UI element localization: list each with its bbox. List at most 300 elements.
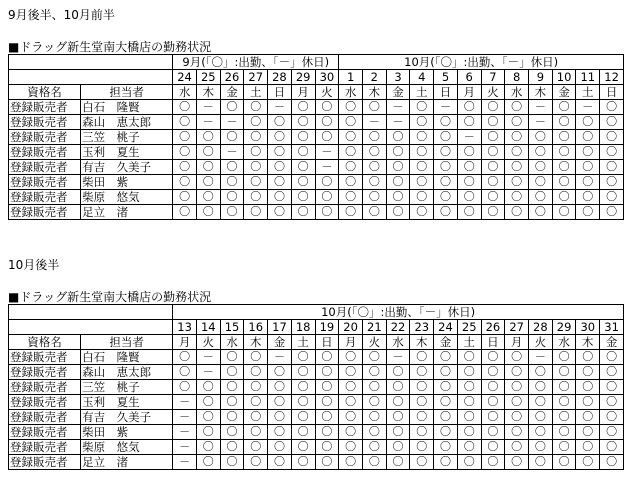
attendance-mark: － xyxy=(196,115,220,130)
attendance-mark: 〇 xyxy=(481,190,505,205)
attendance-mark: 〇 xyxy=(315,380,339,395)
attendance-mark: 〇 xyxy=(244,205,268,220)
date-cell: 14 xyxy=(196,320,220,335)
attendance-mark: 〇 xyxy=(386,130,410,145)
attendance-mark: 〇 xyxy=(386,380,410,395)
attendance-mark: 〇 xyxy=(505,175,529,190)
header-qualification: 資格名 xyxy=(9,85,81,100)
date-cell: 16 xyxy=(244,320,268,335)
attendance-mark: 〇 xyxy=(220,100,244,115)
weekday-cell: 金 xyxy=(386,85,410,100)
attendance-mark: 〇 xyxy=(600,350,624,365)
attendance-mark: 〇 xyxy=(600,205,624,220)
attendance-mark: 〇 xyxy=(362,175,386,190)
table-row xyxy=(9,440,624,455)
table-row xyxy=(9,455,624,470)
attendance-mark: 〇 xyxy=(362,145,386,160)
attendance-mark: － xyxy=(529,350,553,365)
weekday-row xyxy=(9,335,624,350)
date-cell: 31 xyxy=(600,320,624,335)
attendance-mark: 〇 xyxy=(434,175,458,190)
attendance-mark: 〇 xyxy=(552,130,576,145)
attendance-mark: 〇 xyxy=(505,100,529,115)
weekday-cell: 月 xyxy=(291,85,315,100)
date-cell: 7 xyxy=(481,70,505,85)
attendance-mark: 〇 xyxy=(410,145,434,160)
table-row xyxy=(9,115,624,130)
weekday-cell: 水 xyxy=(173,85,197,100)
attendance-mark: 〇 xyxy=(244,115,268,130)
staff-name-cell: 柴原 悠気 xyxy=(81,440,173,455)
weekday-cell: 日 xyxy=(315,335,339,350)
attendance-mark: － xyxy=(268,100,292,115)
attendance-mark: 〇 xyxy=(339,145,363,160)
attendance-mark: 〇 xyxy=(576,175,600,190)
attendance-mark: 〇 xyxy=(529,425,553,440)
attendance-mark: 〇 xyxy=(576,455,600,470)
attendance-mark: 〇 xyxy=(457,145,481,160)
attendance-mark: － xyxy=(576,100,600,115)
qualification-cell: 登録販売者 xyxy=(9,455,81,470)
attendance-mark: 〇 xyxy=(481,395,505,410)
attendance-mark: 〇 xyxy=(410,350,434,365)
attendance-mark: 〇 xyxy=(505,115,529,130)
attendance-mark: － xyxy=(173,395,197,410)
attendance-mark: 〇 xyxy=(529,410,553,425)
attendance-mark: 〇 xyxy=(173,380,197,395)
staff-name-cell: 足立 渚 xyxy=(81,455,173,470)
attendance-mark: 〇 xyxy=(386,205,410,220)
attendance-mark: 〇 xyxy=(434,190,458,205)
attendance-mark: 〇 xyxy=(576,115,600,130)
attendance-mark: 〇 xyxy=(481,350,505,365)
date-cell: 29 xyxy=(291,70,315,85)
weekday-cell: 金 xyxy=(434,335,458,350)
weekday-cell: 火 xyxy=(315,85,339,100)
weekday-cell: 木 xyxy=(196,85,220,100)
weekday-cell: 水 xyxy=(386,335,410,350)
attendance-mark: 〇 xyxy=(481,365,505,380)
blank-corner xyxy=(9,70,173,85)
header-person: 担当者 xyxy=(81,85,173,100)
attendance-mark: 〇 xyxy=(529,175,553,190)
qualification-cell: 登録販売者 xyxy=(9,425,81,440)
attendance-mark: 〇 xyxy=(505,455,529,470)
date-cell: 13 xyxy=(173,320,197,335)
attendance-mark: 〇 xyxy=(362,440,386,455)
attendance-mark: 〇 xyxy=(220,130,244,145)
staff-name-cell: 白石 隆賢 xyxy=(81,100,173,115)
weekday-cell: 火 xyxy=(362,335,386,350)
weekday-cell: 水 xyxy=(339,85,363,100)
attendance-mark: 〇 xyxy=(315,395,339,410)
attendance-mark: 〇 xyxy=(268,425,292,440)
attendance-mark: 〇 xyxy=(386,190,410,205)
staff-name-cell: 柴田 紫 xyxy=(81,425,173,440)
blank-corner xyxy=(9,320,173,335)
qualification-cell: 登録販売者 xyxy=(9,410,81,425)
attendance-mark: 〇 xyxy=(362,425,386,440)
attendance-mark: 〇 xyxy=(552,410,576,425)
date-cell: 25 xyxy=(196,70,220,85)
attendance-mark: 〇 xyxy=(220,380,244,395)
attendance-mark: 〇 xyxy=(600,455,624,470)
attendance-mark: 〇 xyxy=(244,425,268,440)
attendance-mark: 〇 xyxy=(410,395,434,410)
attendance-mark: 〇 xyxy=(315,425,339,440)
table-row xyxy=(9,160,624,175)
attendance-mark: 〇 xyxy=(434,365,458,380)
table-row xyxy=(9,380,624,395)
attendance-mark: 〇 xyxy=(339,380,363,395)
staff-name-cell: 玉利 夏生 xyxy=(81,145,173,160)
attendance-mark: 〇 xyxy=(600,115,624,130)
attendance-mark: 〇 xyxy=(386,160,410,175)
attendance-mark: 〇 xyxy=(457,440,481,455)
attendance-mark: 〇 xyxy=(268,440,292,455)
weekday-cell: 日 xyxy=(268,85,292,100)
attendance-mark: 〇 xyxy=(529,440,553,455)
attendance-mark: 〇 xyxy=(339,130,363,145)
weekday-cell: 土 xyxy=(244,85,268,100)
date-cell: 12 xyxy=(600,70,624,85)
group-label-october: 10月(「〇」:出勤、「－」休日) xyxy=(173,305,624,320)
attendance-mark: 〇 xyxy=(481,455,505,470)
date-cell: 1 xyxy=(339,70,363,85)
attendance-mark: 〇 xyxy=(552,175,576,190)
attendance-mark: 〇 xyxy=(481,425,505,440)
date-cell: 15 xyxy=(220,320,244,335)
date-cell: 30 xyxy=(315,70,339,85)
table-row xyxy=(9,350,624,365)
attendance-mark: 〇 xyxy=(196,190,220,205)
attendance-mark: 〇 xyxy=(220,410,244,425)
qualification-cell: 登録販売者 xyxy=(9,130,81,145)
table-row xyxy=(9,205,624,220)
attendance-mark: 〇 xyxy=(529,395,553,410)
attendance-mark: 〇 xyxy=(576,160,600,175)
attendance-mark: － xyxy=(386,115,410,130)
group-label-october: 10月(「〇」:出勤、「－」休日) xyxy=(339,55,624,70)
attendance-mark: 〇 xyxy=(220,425,244,440)
attendance-mark: 〇 xyxy=(268,160,292,175)
group-label-september: 9月(「〇」:出勤、「－」休日) xyxy=(173,55,339,70)
attendance-mark: 〇 xyxy=(362,100,386,115)
attendance-mark: 〇 xyxy=(552,145,576,160)
attendance-mark: 〇 xyxy=(386,455,410,470)
attendance-mark: 〇 xyxy=(268,190,292,205)
table-row xyxy=(9,425,624,440)
attendance-mark: 〇 xyxy=(600,410,624,425)
attendance-mark: 〇 xyxy=(576,190,600,205)
weekday-cell: 木 xyxy=(244,335,268,350)
weekday-row xyxy=(9,85,624,100)
attendance-mark: 〇 xyxy=(481,175,505,190)
attendance-mark: 〇 xyxy=(434,455,458,470)
attendance-mark: 〇 xyxy=(196,395,220,410)
attendance-mark: 〇 xyxy=(434,350,458,365)
attendance-mark: 〇 xyxy=(529,160,553,175)
attendance-mark: 〇 xyxy=(220,205,244,220)
date-cell: 18 xyxy=(291,320,315,335)
attendance-mark: 〇 xyxy=(220,440,244,455)
attendance-mark: 〇 xyxy=(220,455,244,470)
attendance-mark: 〇 xyxy=(291,380,315,395)
attendance-mark: 〇 xyxy=(362,160,386,175)
attendance-mark: 〇 xyxy=(457,380,481,395)
staff-name-cell: 三笠 桃子 xyxy=(81,130,173,145)
group-header-row xyxy=(9,305,624,320)
weekday-cell: 日 xyxy=(434,85,458,100)
attendance-mark: 〇 xyxy=(291,440,315,455)
attendance-mark: 〇 xyxy=(600,380,624,395)
attendance-mark: 〇 xyxy=(410,410,434,425)
attendance-mark: 〇 xyxy=(410,130,434,145)
weekday-cell: 木 xyxy=(529,85,553,100)
attendance-mark: 〇 xyxy=(386,425,410,440)
attendance-mark: － xyxy=(173,440,197,455)
attendance-mark: 〇 xyxy=(339,205,363,220)
staff-name-cell: 柴田 紫 xyxy=(81,175,173,190)
attendance-mark: 〇 xyxy=(339,175,363,190)
attendance-mark: 〇 xyxy=(362,190,386,205)
date-row xyxy=(9,70,624,85)
weekday-cell: 金 xyxy=(600,335,624,350)
staff-name-cell: 白石 隆賢 xyxy=(81,350,173,365)
weekday-cell: 月 xyxy=(457,85,481,100)
attendance-mark: 〇 xyxy=(457,160,481,175)
attendance-mark: 〇 xyxy=(268,145,292,160)
attendance-mark: 〇 xyxy=(244,160,268,175)
attendance-mark: 〇 xyxy=(410,455,434,470)
attendance-mark: 〇 xyxy=(457,395,481,410)
qualification-cell: 登録販売者 xyxy=(9,160,81,175)
attendance-mark: 〇 xyxy=(505,440,529,455)
date-cell: 25 xyxy=(457,320,481,335)
table-row xyxy=(9,175,624,190)
attendance-mark: 〇 xyxy=(315,130,339,145)
attendance-mark: 〇 xyxy=(552,380,576,395)
attendance-mark: 〇 xyxy=(362,350,386,365)
attendance-mark: 〇 xyxy=(244,365,268,380)
attendance-mark: 〇 xyxy=(600,100,624,115)
attendance-mark: 〇 xyxy=(481,130,505,145)
attendance-mark: 〇 xyxy=(434,130,458,145)
date-cell: 2 xyxy=(362,70,386,85)
attendance-mark: 〇 xyxy=(244,130,268,145)
attendance-mark: 〇 xyxy=(505,365,529,380)
attendance-mark: 〇 xyxy=(362,410,386,425)
attendance-mark: 〇 xyxy=(268,380,292,395)
attendance-mark: 〇 xyxy=(362,380,386,395)
attendance-mark: 〇 xyxy=(505,130,529,145)
date-cell: 27 xyxy=(244,70,268,85)
attendance-mark: 〇 xyxy=(315,205,339,220)
weekday-cell: 月 xyxy=(339,335,363,350)
qualification-cell: 登録販売者 xyxy=(9,100,81,115)
attendance-mark: 〇 xyxy=(457,410,481,425)
attendance-mark: 〇 xyxy=(410,160,434,175)
weekday-cell: 水 xyxy=(220,335,244,350)
attendance-mark: 〇 xyxy=(362,395,386,410)
attendance-mark: 〇 xyxy=(173,145,197,160)
attendance-mark: 〇 xyxy=(552,425,576,440)
attendance-mark: 〇 xyxy=(457,100,481,115)
attendance-mark: 〇 xyxy=(552,205,576,220)
date-cell: 23 xyxy=(410,320,434,335)
staff-name-cell: 柴原 悠気 xyxy=(81,190,173,205)
attendance-mark: 〇 xyxy=(339,395,363,410)
attendance-mark: 〇 xyxy=(600,365,624,380)
date-cell: 24 xyxy=(173,70,197,85)
attendance-mark: 〇 xyxy=(315,440,339,455)
attendance-mark: － xyxy=(315,145,339,160)
attendance-mark: 〇 xyxy=(505,410,529,425)
attendance-mark: 〇 xyxy=(600,130,624,145)
attendance-mark: 〇 xyxy=(505,395,529,410)
attendance-mark: 〇 xyxy=(434,440,458,455)
attendance-mark: 〇 xyxy=(410,440,434,455)
date-row xyxy=(9,320,624,335)
attendance-mark: 〇 xyxy=(244,350,268,365)
date-cell: 30 xyxy=(576,320,600,335)
attendance-mark: 〇 xyxy=(268,455,292,470)
attendance-mark: 〇 xyxy=(576,205,600,220)
attendance-mark: 〇 xyxy=(552,440,576,455)
attendance-mark: 〇 xyxy=(552,395,576,410)
weekday-cell: 木 xyxy=(362,85,386,100)
attendance-mark: 〇 xyxy=(196,380,220,395)
weekday-cell: 木 xyxy=(410,335,434,350)
attendance-mark: 〇 xyxy=(529,455,553,470)
qualification-cell: 登録販売者 xyxy=(9,395,81,410)
attendance-mark: 〇 xyxy=(196,440,220,455)
date-cell: 20 xyxy=(339,320,363,335)
weekday-cell: 月 xyxy=(173,335,197,350)
weekday-cell: 土 xyxy=(457,335,481,350)
attendance-mark: 〇 xyxy=(552,365,576,380)
attendance-mark: 〇 xyxy=(529,130,553,145)
attendance-mark: 〇 xyxy=(410,115,434,130)
weekday-cell: 木 xyxy=(576,335,600,350)
attendance-mark: 〇 xyxy=(196,145,220,160)
attendance-mark: 〇 xyxy=(576,410,600,425)
date-cell: 5 xyxy=(434,70,458,85)
attendance-mark: 〇 xyxy=(173,365,197,380)
attendance-mark: － xyxy=(386,350,410,365)
attendance-mark: 〇 xyxy=(173,115,197,130)
attendance-mark: 〇 xyxy=(291,425,315,440)
attendance-mark: 〇 xyxy=(339,100,363,115)
qualification-cell: 登録販売者 xyxy=(9,350,81,365)
weekday-cell: 土 xyxy=(291,335,315,350)
attendance-mark: 〇 xyxy=(576,425,600,440)
attendance-mark: 〇 xyxy=(220,395,244,410)
section-title-2: ■ドラッグ新生堂南大橋店の勤務状況 xyxy=(8,290,212,304)
attendance-mark: 〇 xyxy=(244,175,268,190)
attendance-mark: － xyxy=(457,130,481,145)
attendance-mark: 〇 xyxy=(173,130,197,145)
header-qualification: 資格名 xyxy=(9,335,81,350)
attendance-mark: 〇 xyxy=(457,350,481,365)
table-row xyxy=(9,100,624,115)
attendance-mark: 〇 xyxy=(481,115,505,130)
attendance-mark: 〇 xyxy=(315,100,339,115)
date-cell: 26 xyxy=(220,70,244,85)
attendance-mark: 〇 xyxy=(339,455,363,470)
table-row xyxy=(9,145,624,160)
table-row xyxy=(9,130,624,145)
attendance-mark: 〇 xyxy=(339,440,363,455)
attendance-mark: 〇 xyxy=(505,145,529,160)
attendance-mark: 〇 xyxy=(552,100,576,115)
attendance-mark: 〇 xyxy=(362,365,386,380)
attendance-mark: － xyxy=(529,100,553,115)
attendance-mark: 〇 xyxy=(505,205,529,220)
attendance-mark: 〇 xyxy=(339,425,363,440)
attendance-mark: － xyxy=(268,350,292,365)
attendance-mark: － xyxy=(173,425,197,440)
attendance-mark: 〇 xyxy=(220,190,244,205)
weekday-cell: 月 xyxy=(505,335,529,350)
attendance-mark: 〇 xyxy=(244,395,268,410)
attendance-mark: 〇 xyxy=(291,365,315,380)
date-cell: 3 xyxy=(386,70,410,85)
blank-corner xyxy=(9,55,173,70)
attendance-mark: 〇 xyxy=(173,205,197,220)
staff-name-cell: 足立 渚 xyxy=(81,205,173,220)
attendance-mark: 〇 xyxy=(173,175,197,190)
attendance-mark: 〇 xyxy=(529,205,553,220)
attendance-mark: 〇 xyxy=(268,130,292,145)
attendance-mark: 〇 xyxy=(268,115,292,130)
attendance-mark: 〇 xyxy=(410,365,434,380)
attendance-mark: 〇 xyxy=(196,130,220,145)
attendance-mark: 〇 xyxy=(576,145,600,160)
attendance-mark: 〇 xyxy=(220,365,244,380)
group-header-row xyxy=(9,55,624,70)
attendance-mark: 〇 xyxy=(339,365,363,380)
weekday-cell: 水 xyxy=(505,85,529,100)
attendance-mark: 〇 xyxy=(386,365,410,380)
weekday-cell: 金 xyxy=(220,85,244,100)
attendance-mark: 〇 xyxy=(173,160,197,175)
staff-name-cell: 森山 恵太郎 xyxy=(81,115,173,130)
attendance-mark: 〇 xyxy=(434,115,458,130)
attendance-mark: 〇 xyxy=(600,160,624,175)
attendance-mark: 〇 xyxy=(315,410,339,425)
attendance-mark: 〇 xyxy=(196,175,220,190)
attendance-mark: 〇 xyxy=(410,190,434,205)
attendance-mark: － xyxy=(315,160,339,175)
attendance-mark: 〇 xyxy=(173,350,197,365)
attendance-mark: 〇 xyxy=(434,145,458,160)
attendance-mark: 〇 xyxy=(291,410,315,425)
attendance-mark: 〇 xyxy=(481,410,505,425)
attendance-mark: 〇 xyxy=(410,425,434,440)
date-cell: 4 xyxy=(410,70,434,85)
attendance-mark: 〇 xyxy=(315,350,339,365)
attendance-mark: 〇 xyxy=(268,410,292,425)
weekday-cell: 日 xyxy=(600,85,624,100)
staff-name-cell: 有吉 久美子 xyxy=(81,410,173,425)
date-cell: 9 xyxy=(529,70,553,85)
staff-name-cell: 玉利 夏生 xyxy=(81,395,173,410)
attendance-mark: 〇 xyxy=(291,160,315,175)
attendance-mark: 〇 xyxy=(457,455,481,470)
attendance-mark: 〇 xyxy=(505,425,529,440)
date-cell: 19 xyxy=(315,320,339,335)
